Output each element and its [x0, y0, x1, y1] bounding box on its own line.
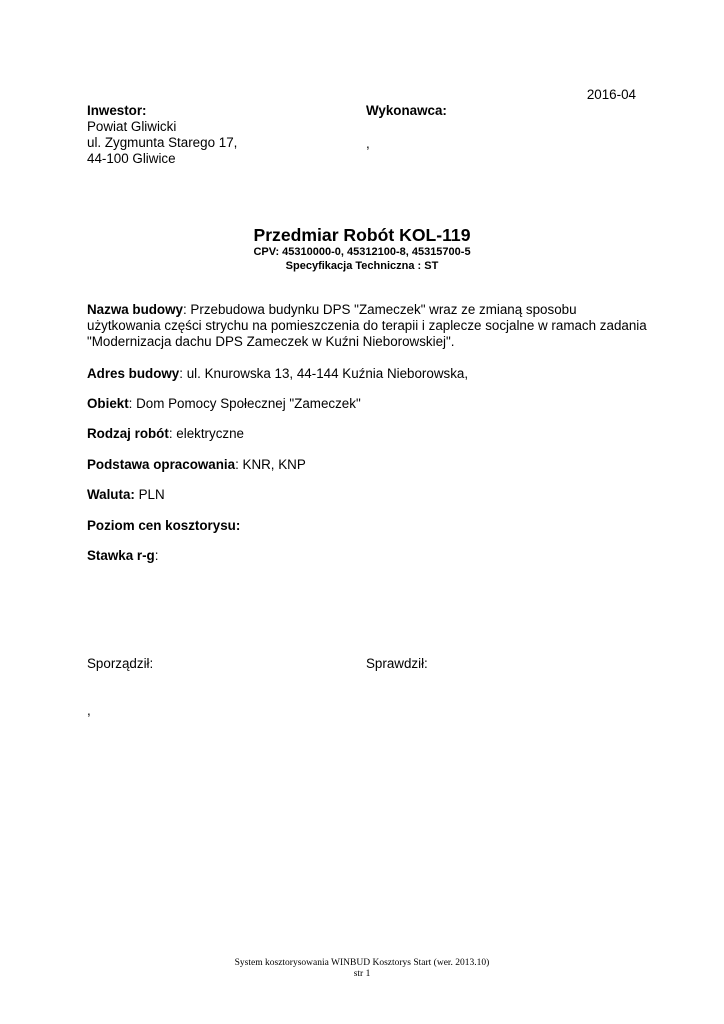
investor-street: ul. Zygmunta Starego 17,: [87, 135, 238, 150]
investor-heading: Inwestor:: [87, 103, 147, 118]
investor-block: [87, 103, 237, 167]
currency-value: PLN: [134, 487, 165, 502]
contractor-heading: Wykonawca:: [366, 103, 447, 118]
document-date: 2016-04: [586, 87, 636, 102]
document-title: Przedmiar Robót KOL-119: [253, 225, 471, 245]
investor-city: 44-100 Gliwice: [87, 151, 176, 166]
price-level: [87, 518, 240, 534]
currency: [87, 487, 165, 503]
cpv-codes: CPV: 45310000-0, 45312100-8, 45315700-5: [253, 246, 471, 258]
object-label: Obiekt: [87, 396, 129, 411]
object: [87, 396, 361, 412]
construction-address-label: Adres budowy: [87, 366, 180, 381]
construction-address: [87, 366, 468, 382]
project-name-label: Nazwa budowy: [87, 302, 183, 317]
page-footer: [0, 958, 724, 980]
title-block: [0, 225, 724, 273]
estimate-basis-label: Podstawa opracowania: [87, 457, 236, 472]
technical-specification: Specyfikacja Techniczna : ST: [285, 260, 439, 272]
construction-address-value: : ul. Knurowska 13, 44-144 Kuźnia Nieborowska,: [179, 366, 469, 381]
prepared-by: Sporządził:: [87, 656, 154, 671]
estimate-basis-value: : KNR, KNP: [235, 457, 306, 472]
contractor-block: [366, 103, 447, 152]
estimate-basis: [87, 457, 306, 473]
price-level-label: Poziom cen kosztorysu:: [87, 518, 241, 533]
footer-system-info: System kosztorysowania WINBUD Kosztorys Start (wer. 2013.10): [234, 958, 490, 968]
labor-rate: [87, 548, 158, 564]
project-name-line-1: : Przebudowa budynku DPS "Zameczek" wraz ze zmianą sposobu: [182, 302, 577, 317]
project-name-block: [87, 302, 647, 350]
work-type-label: Rodzaj robót: [87, 426, 169, 441]
project-name-line-2: użytkowania części strychu na pomieszczenia do terapii i zaplecze socjalne w ramach zadania: [87, 318, 647, 333]
labor-rate-value: :: [154, 548, 159, 563]
prepared-by-value: ,: [87, 703, 91, 718]
object-value: : Dom Pomocy Społecznej "Zameczek": [128, 396, 361, 411]
work-type-value: : elektryczne: [168, 426, 244, 441]
page-number: str 1: [353, 969, 371, 979]
checked-by: Sprawdził:: [366, 656, 428, 671]
work-type: [87, 426, 244, 442]
project-name-line-3: "Modernizacja dachu DPS Zameczek w Kuźni Nieborowskiej".: [87, 334, 455, 349]
contractor-value: ,: [366, 136, 370, 151]
currency-label: Waluta:: [87, 487, 135, 502]
labor-rate-label: Stawka r-g: [87, 548, 155, 563]
investor-name: Powiat Gliwicki: [87, 119, 177, 134]
